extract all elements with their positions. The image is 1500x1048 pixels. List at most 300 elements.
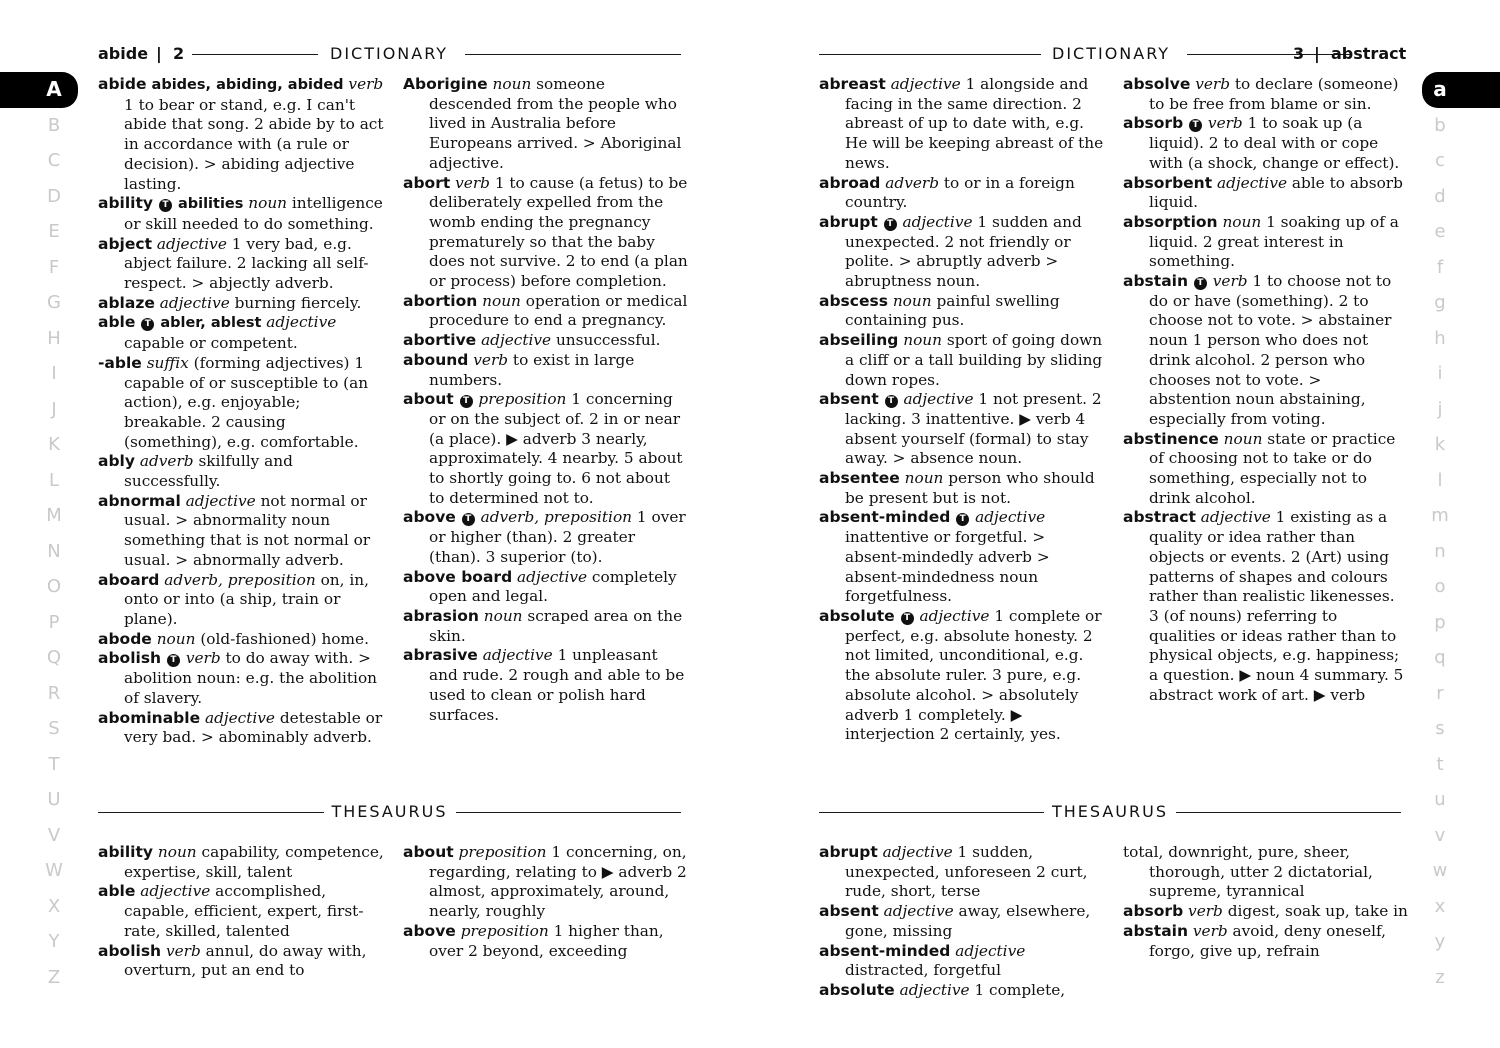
- part-of-speech: suffix: [146, 353, 189, 372]
- thumb-tab-letter: o: [1434, 576, 1446, 597]
- dictionary-column: [1123, 75, 1408, 706]
- definition: intelligence or skill needed to do something.: [124, 194, 383, 233]
- headword: ably: [98, 452, 135, 471]
- thumb-tab-k[interactable]: [1422, 427, 1458, 463]
- thumb-tab-letter: a: [1433, 77, 1447, 101]
- thumb-tab-P[interactable]: [0, 605, 108, 641]
- header-rule: [819, 54, 1041, 55]
- thesaurus-marker-icon: T: [167, 654, 180, 667]
- thumb-tab-l[interactable]: [1422, 463, 1458, 499]
- thumb-tab-letter: p: [1434, 611, 1446, 633]
- entry: [98, 354, 384, 453]
- thumb-tab-W[interactable]: [0, 853, 108, 889]
- headword: about: [403, 843, 454, 861]
- thumb-index-left: [0, 72, 78, 995]
- thumb-tab-letter: P: [48, 611, 60, 633]
- thumb-tab-J[interactable]: [0, 392, 108, 428]
- headword: Aborigine: [403, 75, 488, 93]
- thumb-tab-q[interactable]: [1422, 640, 1458, 676]
- entry: [819, 390, 1105, 469]
- entry: [98, 492, 384, 571]
- thumb-tab-y[interactable]: [1422, 924, 1458, 960]
- part-of-speech: verb: [1192, 921, 1228, 940]
- headword: absent-minded: [819, 508, 951, 527]
- part-of-speech: verb: [185, 649, 221, 668]
- right-page: [750, 0, 1500, 1048]
- thumb-tab-L[interactable]: [0, 463, 108, 499]
- definition: 1 to soak up (a liquid). 2 to deal with or cope with (a shock, change or effect).: [1149, 114, 1400, 172]
- thesaurus-column: [819, 843, 1105, 1001]
- thumb-tab-v[interactable]: [1422, 818, 1458, 854]
- definition: sport of going down a cliff or a tall building by sliding down ropes.: [845, 331, 1103, 389]
- definition: 1 sudden, unexpected, unforeseen 2 curt, rude, short, terse: [845, 843, 1088, 901]
- part-of-speech: adverb: [139, 452, 194, 471]
- definition: 1 to bear or stand, e.g. I can't abide that song. 2 abide by to act in accordance with (a rule or decision). > abiding adjective lasting.: [124, 95, 384, 193]
- part-of-speech: noun: [1223, 429, 1263, 448]
- part-of-speech: verb: [1212, 272, 1248, 291]
- definition: inattentive or forgetful. > absent-mindedly adverb > absent-mindedness noun forgetfulness.: [845, 528, 1050, 606]
- definition: state or practice of choosing not to take or do something, especially not to drink alcohol.: [1149, 429, 1396, 507]
- thumb-tab-b[interactable]: [1422, 108, 1458, 144]
- entry: [819, 942, 1105, 981]
- thumb-tab-letter: y: [1434, 931, 1446, 952]
- definition: to or in a foreign country.: [845, 173, 1075, 212]
- headword: abscess: [819, 291, 888, 310]
- header-separator: |: [1314, 44, 1320, 63]
- thumb-tab-letter: C: [47, 150, 61, 171]
- inflections: abler, ablest: [155, 315, 262, 332]
- thesaurus-column: [98, 843, 384, 981]
- entry: [403, 508, 688, 567]
- thumb-tab-I[interactable]: [0, 356, 108, 392]
- thesaurus-marker-icon: T: [460, 395, 473, 408]
- part-of-speech: preposition: [478, 390, 567, 409]
- thumb-tab-letter: k: [1434, 434, 1446, 455]
- thumb-tab-letter: f: [1436, 256, 1444, 278]
- entry: [403, 174, 688, 292]
- thumb-tab-X[interactable]: [0, 889, 108, 925]
- entry: [1123, 922, 1409, 961]
- thumb-tab-letter: K: [48, 434, 60, 455]
- definition: someone descended from the people who lived in Australia before Europeans arrived. > Aboriginal adjective.: [429, 75, 682, 172]
- thumb-tab-letter: b: [1434, 114, 1446, 136]
- definition: to exist in large numbers.: [429, 350, 635, 389]
- part-of-speech: adverb: [885, 173, 939, 192]
- part-of-speech: verb: [1207, 114, 1243, 133]
- thumb-tab-t[interactable]: [1422, 747, 1458, 783]
- thumb-tab-letter: R: [47, 682, 61, 704]
- thesaurus-marker-icon: T: [885, 395, 898, 408]
- thumb-tab-U[interactable]: [0, 782, 108, 818]
- thesaurus-marker-icon: T: [462, 513, 475, 526]
- thumb-tab-h[interactable]: [1422, 321, 1458, 357]
- thumb-tab-letter: l: [1437, 469, 1443, 491]
- headword: absent: [819, 390, 879, 409]
- definition: 1 not present. 2 lacking. 3 inattentive. ▶ verb 4 absent yourself (formal) to stay away. > absence noun.: [845, 390, 1102, 468]
- part-of-speech: verb: [165, 941, 201, 960]
- thumb-tab-letter: Z: [47, 966, 61, 988]
- thumb-tab-letter: H: [47, 327, 61, 349]
- headword: abode: [98, 629, 152, 648]
- part-of-speech: preposition: [458, 843, 547, 861]
- part-of-speech: adjective: [204, 708, 275, 727]
- thumb-tab-H[interactable]: [0, 321, 108, 357]
- thumb-tab-letter: d: [1434, 185, 1446, 207]
- thumb-tab-p[interactable]: [1422, 605, 1458, 641]
- thumb-tab-letter: h: [1434, 327, 1446, 349]
- part-of-speech: adjective: [882, 843, 953, 861]
- entry: [1123, 508, 1408, 705]
- thesaurus-divider: [98, 802, 681, 822]
- part-of-speech: noun: [157, 843, 197, 861]
- entry: [98, 235, 384, 294]
- entry: [819, 174, 1105, 213]
- entry: [98, 649, 384, 708]
- part-of-speech: adjective: [899, 980, 970, 999]
- header-rule: [465, 54, 681, 55]
- entry: [403, 390, 688, 508]
- part-of-speech: verb: [455, 173, 490, 192]
- entry: [819, 469, 1105, 508]
- definition: 1 over or higher (than). 2 greater (than). 3 superior (to).: [429, 508, 686, 566]
- thumb-tab-letter: I: [51, 363, 57, 384]
- part-of-speech: noun: [904, 469, 944, 488]
- thumb-tab-T[interactable]: [0, 747, 108, 783]
- thumb-tab-letter: N: [47, 540, 61, 562]
- definition: 1 sudden and unexpected. 2 not friendly or polite. > abruptly adverb > abruptness noun.: [845, 212, 1082, 291]
- part-of-speech: adjective: [185, 491, 256, 510]
- thumb-tab-letter: A: [46, 77, 62, 101]
- thumb-tab-letter: q: [1434, 647, 1446, 668]
- part-of-speech: adjective: [517, 567, 588, 586]
- thumb-tab-letter: i: [1437, 363, 1443, 384]
- entry: [819, 843, 1105, 902]
- thumb-tab-A[interactable]: [0, 72, 78, 108]
- headword: absorbent: [1123, 173, 1213, 192]
- thumb-tab-N[interactable]: [0, 534, 108, 570]
- part-of-speech: adjective: [919, 606, 990, 625]
- thumb-tab-letter: u: [1434, 789, 1446, 810]
- headword: absolve: [1123, 75, 1191, 93]
- part-of-speech: verb: [1195, 75, 1231, 93]
- thumb-tab-D[interactable]: [0, 179, 108, 215]
- thumb-tab-r[interactable]: [1422, 676, 1458, 712]
- definition: on, in, onto or into (a ship, train or plane).: [124, 570, 369, 628]
- definition: 1 soaking up of a liquid. 2 great interest in something.: [1149, 212, 1399, 271]
- part-of-speech: adjective: [903, 390, 974, 409]
- thumb-tab-e[interactable]: [1422, 214, 1458, 250]
- guide-word: abide: [98, 44, 149, 63]
- part-of-speech: adjective: [481, 331, 552, 350]
- dictionary-column: [403, 75, 688, 725]
- headword: abortive: [403, 331, 477, 350]
- headword: absent: [819, 902, 879, 921]
- thumb-tab-a[interactable]: [1422, 72, 1500, 108]
- headword: abrupt: [819, 212, 878, 231]
- thumb-tab-letter: g: [1434, 292, 1446, 313]
- entry-continuation: total, downright, pure, sheer, thorough, utter 2 dictatorial, supreme, tyrannical: [1123, 843, 1373, 901]
- thesaurus-marker-icon: T: [901, 612, 914, 625]
- thumb-tab-G[interactable]: [0, 285, 108, 321]
- thumb-tab-F[interactable]: [0, 250, 108, 286]
- part-of-speech: noun: [248, 194, 288, 213]
- headword: ability: [98, 194, 154, 213]
- thumb-tab-letter: L: [48, 469, 60, 491]
- part-of-speech: adjective: [883, 902, 954, 921]
- thumb-tab-letter: T: [48, 753, 60, 775]
- entry: [98, 843, 384, 882]
- definition: avoid, deny oneself, forgo, give up, refrain: [1149, 921, 1387, 960]
- definition: 1 complete or perfect, e.g. absolute honesty. 2 not limited, unconditional, e.g. the absolute ruler. 3 pure, e.g. absolute alcohol. > absolutely adverb 1 completely. ▶ interjection 2 certainly, yes.: [845, 606, 1102, 744]
- thumb-tab-c[interactable]: [1422, 143, 1458, 179]
- thumb-tab-letter: z: [1435, 966, 1445, 988]
- part-of-speech: noun: [482, 291, 521, 310]
- thumb-tab-letter: U: [47, 789, 61, 810]
- part-of-speech: preposition: [460, 921, 549, 940]
- thumb-tab-g[interactable]: [1422, 285, 1458, 321]
- headword: abolish: [98, 941, 162, 960]
- entry: [98, 630, 384, 650]
- definition: completely open and legal.: [429, 567, 677, 606]
- part-of-speech: adjective: [955, 941, 1026, 960]
- definition: to do away with. > abolition noun: e.g. the abolition of slavery.: [124, 649, 378, 707]
- headword: -able: [98, 353, 142, 372]
- thumb-tab-O[interactable]: [0, 569, 108, 605]
- header-title: DICTIONARY: [330, 44, 449, 63]
- thumb-tab-letter: O: [46, 576, 62, 597]
- headword: absolute: [819, 980, 895, 999]
- thumb-tab-R[interactable]: [0, 676, 108, 712]
- part-of-speech: verb: [1188, 902, 1223, 921]
- header-rule: [1187, 54, 1350, 55]
- thumb-tab-K[interactable]: [0, 427, 108, 463]
- dictionary-column: [819, 75, 1105, 745]
- definition: person who should be present but is not.: [845, 469, 1095, 507]
- definition: 1 concerning or on the subject of. 2 in or near (a place). ▶ adverb 3 nearly, approximately. 4 nearby. 5 about to shortly going to. 6 not about to determined not to.: [429, 390, 683, 507]
- entry: [1123, 213, 1408, 272]
- headword: able: [98, 313, 136, 332]
- thesaurus-marker-icon: T: [159, 199, 172, 212]
- headword: aboard: [98, 570, 160, 589]
- entry: [1123, 272, 1408, 430]
- thesaurus-divider: [819, 802, 1401, 822]
- entry: [819, 508, 1105, 607]
- thumb-tab-letter: e: [1434, 221, 1446, 242]
- headword: above: [403, 508, 456, 527]
- thumb-tab-letter: G: [47, 292, 61, 313]
- definition: 1 concerning, on, regarding, relating to ▶ adverb 2 almost, approximately, around, nearly, roughly: [429, 843, 687, 921]
- definition: (forming adjectives) 1 capable of or susceptible to (an action), e.g. enjoyable; breakable. 2 causing (something), e.g. comfortable.: [124, 353, 369, 451]
- part-of-speech: verb: [348, 75, 384, 93]
- headword: abominable: [98, 708, 201, 727]
- definition: 1 to cause (a fetus) to be deliberately expelled from the womb ending the pregnancy prematurely so that the baby does not survive. 2 to end (a plan or process) before completion.: [429, 173, 688, 291]
- thumb-tab-B[interactable]: [0, 108, 108, 144]
- headword: above board: [403, 567, 513, 586]
- entry: [98, 75, 384, 194]
- headword: absorption: [1123, 212, 1218, 231]
- thesaurus-marker-icon: T: [1194, 277, 1207, 290]
- thumb-tab-s[interactable]: [1422, 711, 1458, 747]
- headword: abrupt: [819, 843, 878, 861]
- definition: distracted, forgetful: [845, 961, 1001, 980]
- entry: [98, 709, 384, 748]
- headword: abide: [98, 75, 147, 93]
- part-of-speech: adverb, preposition: [480, 508, 633, 527]
- entry: [819, 981, 1105, 1001]
- header-separator: |: [156, 44, 162, 63]
- thumb-tab-letter: s: [1435, 718, 1445, 739]
- thumb-tab-d[interactable]: [1422, 179, 1458, 215]
- header-rule: [192, 54, 318, 55]
- headword: abreast: [819, 75, 886, 93]
- headword: abstract: [1123, 508, 1196, 527]
- entry: [403, 351, 688, 390]
- headword: abolish: [98, 649, 162, 668]
- thumb-tab-j[interactable]: [1422, 392, 1458, 428]
- section-title: THESAURUS: [323, 802, 455, 822]
- definition: (old-fashioned) home.: [195, 629, 369, 648]
- running-header-right: [819, 44, 1407, 64]
- thesaurus-marker-icon: T: [956, 513, 969, 526]
- definition: able to absorb liquid.: [1149, 173, 1403, 212]
- thumb-tab-letter: F: [48, 256, 60, 278]
- thumb-tab-x[interactable]: [1422, 889, 1458, 925]
- definition: unsuccessful.: [551, 331, 661, 350]
- part-of-speech: noun: [1222, 212, 1262, 231]
- headword: abstinence: [1123, 429, 1219, 448]
- thesaurus-marker-icon: T: [1189, 119, 1202, 132]
- entry: [98, 882, 384, 941]
- thesaurus-marker-icon: T: [141, 318, 154, 331]
- entry: [403, 607, 688, 646]
- thumb-tab-letter: c: [1435, 150, 1445, 171]
- entry: [819, 292, 1105, 331]
- entry: [819, 213, 1105, 292]
- part-of-speech: noun: [156, 629, 196, 648]
- thumb-tab-V[interactable]: [0, 818, 108, 854]
- definition: painful swelling containing pus.: [845, 291, 1060, 330]
- inflections: abilities: [172, 196, 244, 213]
- headword: absentee: [819, 469, 900, 488]
- thumb-tab-Q[interactable]: [0, 640, 108, 676]
- thumb-tab-i[interactable]: [1422, 356, 1458, 392]
- thumb-tab-z[interactable]: [1422, 960, 1458, 996]
- definition: 1 very bad, e.g. abject failure. 2 lacking all self-respect. > abjectly adverb.: [124, 234, 369, 293]
- headword: able: [98, 882, 136, 901]
- definition: to declare (someone) to be free from blame or sin.: [1149, 75, 1399, 113]
- thumb-tab-letter: E: [48, 221, 60, 242]
- headword: ability: [98, 843, 154, 861]
- part-of-speech: adjective: [1200, 508, 1271, 527]
- headword: absorb: [1123, 902, 1184, 921]
- headword: abstain: [1123, 921, 1188, 940]
- entry: [98, 452, 384, 491]
- definition: capability, competence, expertise, skill, talent: [124, 843, 384, 881]
- definition: operation or medical procedure to end a pregnancy.: [429, 291, 688, 330]
- definition: annul, do away with, overturn, put an end to: [124, 941, 367, 980]
- thumb-tab-f[interactable]: [1422, 250, 1458, 286]
- definition: skilfully and successfully.: [124, 452, 293, 491]
- thumb-tab-letter: v: [1434, 824, 1446, 846]
- headword: abrasive: [403, 646, 478, 665]
- definition: away, elsewhere, gone, missing: [845, 902, 1091, 940]
- thumb-tab-n[interactable]: [1422, 534, 1458, 570]
- part-of-speech: noun: [492, 75, 532, 93]
- thumb-tab-letter: S: [48, 718, 60, 739]
- part-of-speech: adjective: [482, 646, 553, 665]
- thumb-tab-letter: n: [1434, 540, 1446, 562]
- thumb-tab-w[interactable]: [1422, 853, 1458, 889]
- definition: 1 existing as a quality or idea rather than objects or events. 2 (Art) using patterns of shapes and colours rather than realistic likenesses. 3 (of nouns) referring to qualities or ideas rather than to physical objects, e.g. happiness; a question. ▶ noun 4 summary. 5 abstract work of art. ▶ verb: [1149, 508, 1404, 704]
- entry: [1123, 843, 1409, 902]
- entry: [1123, 75, 1408, 114]
- definition: digest, soak up, take in: [1222, 902, 1408, 921]
- thumb-tab-Y[interactable]: [0, 924, 108, 960]
- headword: absorb: [1123, 114, 1184, 133]
- thumb-tab-letter: w: [1432, 860, 1448, 881]
- thumb-tab-C[interactable]: [0, 143, 108, 179]
- thumb-tab-letter: X: [47, 895, 61, 917]
- entry: [403, 331, 688, 351]
- thumb-tab-Z[interactable]: [0, 960, 108, 996]
- definition: 1 alongside and facing in the same direction. 2 abreast of up to date with, e.g. He will be keeping abreast of the news.: [845, 75, 1104, 172]
- headword: abrasion: [403, 606, 479, 625]
- headword: abort: [403, 173, 451, 192]
- thumb-tab-u[interactable]: [1422, 782, 1458, 818]
- entry: [819, 331, 1105, 390]
- definition: burning fiercely.: [229, 293, 362, 312]
- thumb-tab-letter: V: [47, 824, 61, 846]
- entry: [403, 568, 688, 607]
- thumb-tab-letter: m: [1431, 505, 1449, 526]
- thumb-tab-letter: x: [1434, 895, 1446, 917]
- entry: [403, 843, 689, 922]
- entry: [819, 902, 1105, 941]
- thumb-tab-m[interactable]: [1422, 498, 1458, 534]
- thumb-tab-letter: t: [1436, 753, 1444, 775]
- entry: [98, 313, 384, 353]
- inflections: abides, abiding, abided: [146, 77, 344, 93]
- headword: absolute: [819, 606, 895, 625]
- thumb-tab-o[interactable]: [1422, 569, 1458, 605]
- thumb-tab-S[interactable]: [0, 711, 108, 747]
- entry: [98, 942, 384, 981]
- running-header-left: [98, 44, 681, 64]
- definition: not normal or usual. > abnormality noun something that is not normal or usual. > abnormally adverb.: [124, 491, 371, 569]
- thumb-tab-letter: B: [47, 114, 61, 136]
- part-of-speech: adjective: [975, 508, 1046, 527]
- page-number: 3: [1293, 44, 1305, 63]
- thumb-tab-M[interactable]: [0, 498, 108, 534]
- entry: [819, 607, 1105, 745]
- headword: abject: [98, 234, 152, 253]
- thumb-tab-letter: Q: [46, 647, 62, 668]
- entry: [1123, 902, 1409, 922]
- header-title: DICTIONARY: [1052, 44, 1171, 63]
- definition: capable or competent.: [124, 334, 298, 353]
- part-of-speech: adjective: [156, 234, 227, 253]
- thesaurus-column: [1123, 843, 1409, 961]
- thumb-tab-E[interactable]: [0, 214, 108, 250]
- entry: [1123, 430, 1408, 509]
- thumb-tab-letter: j: [1437, 398, 1443, 420]
- part-of-speech: adjective: [266, 313, 337, 332]
- thumb-tab-letter: D: [47, 185, 61, 207]
- definition: 1 complete,: [969, 980, 1066, 999]
- thumb-tab-letter: r: [1436, 682, 1444, 704]
- part-of-speech: noun: [903, 331, 943, 350]
- entry: [403, 292, 688, 331]
